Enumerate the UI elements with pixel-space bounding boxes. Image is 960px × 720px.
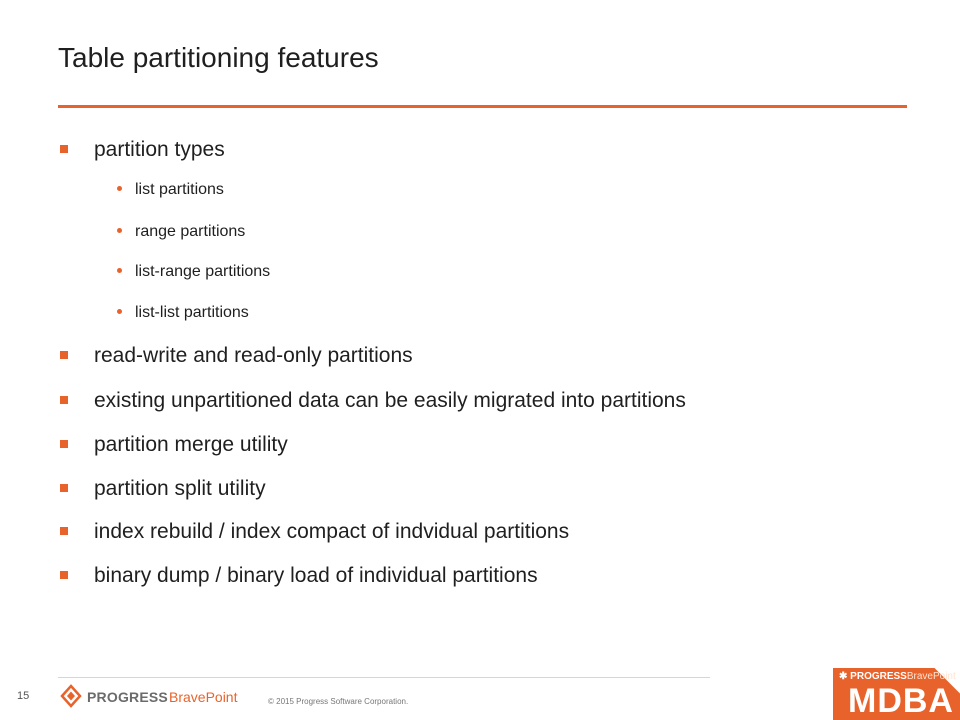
title-underline xyxy=(58,105,907,108)
footer-divider xyxy=(58,677,710,678)
sub-bullet-text: list partitions xyxy=(135,181,224,198)
badge-mdba-text: MDBA xyxy=(848,682,954,720)
bullet-text: partition split utility xyxy=(94,477,266,500)
sub-bullet-text: list-list partitions xyxy=(135,304,249,321)
badge-product-text: BravePoint xyxy=(906,671,956,682)
bullet-text: partition types xyxy=(94,138,225,161)
bullet-text: partition merge utility xyxy=(94,433,288,456)
bullet-text: existing unpartitioned data can be easily migrated into partitions xyxy=(94,389,686,412)
bullet-text: read-write and read-only partitions xyxy=(94,344,413,367)
bullet-text: index rebuild / index compact of indvidual partitions xyxy=(94,520,570,543)
bullet-text: binary dump / binary load of individual partitions xyxy=(94,564,538,587)
slide-title: Table partitioning features xyxy=(58,42,379,73)
dot-bullet-icon xyxy=(117,309,122,314)
square-bullet-icon xyxy=(60,440,68,448)
square-bullet-icon xyxy=(60,145,68,153)
sub-bullet-text: range partitions xyxy=(135,223,246,240)
badge-brand-line xyxy=(839,671,956,682)
logo-brand-text: PROGRESS xyxy=(87,689,168,705)
square-bullet-icon xyxy=(60,396,68,404)
dot-bullet-icon xyxy=(117,268,122,273)
sub-bullet-text: list-range partitions xyxy=(135,263,271,280)
page-number: 15 xyxy=(17,690,30,702)
progress-star-icon: ✱ xyxy=(839,671,848,682)
square-bullet-icon xyxy=(60,351,68,359)
square-bullet-icon xyxy=(60,527,68,535)
copyright-notice: © 2015 Progress Software Corporation. xyxy=(268,697,409,706)
badge-brand-text: PROGRESS xyxy=(850,671,907,682)
square-bullet-icon xyxy=(60,484,68,492)
mdba-badge xyxy=(833,668,960,720)
logo-product-text: BravePoint xyxy=(169,689,238,705)
square-bullet-icon xyxy=(60,571,68,579)
progress-logo-icon xyxy=(60,684,82,708)
progress-bravepoint-logo xyxy=(60,684,250,712)
dot-bullet-icon xyxy=(117,228,122,233)
dot-bullet-icon xyxy=(117,186,122,191)
